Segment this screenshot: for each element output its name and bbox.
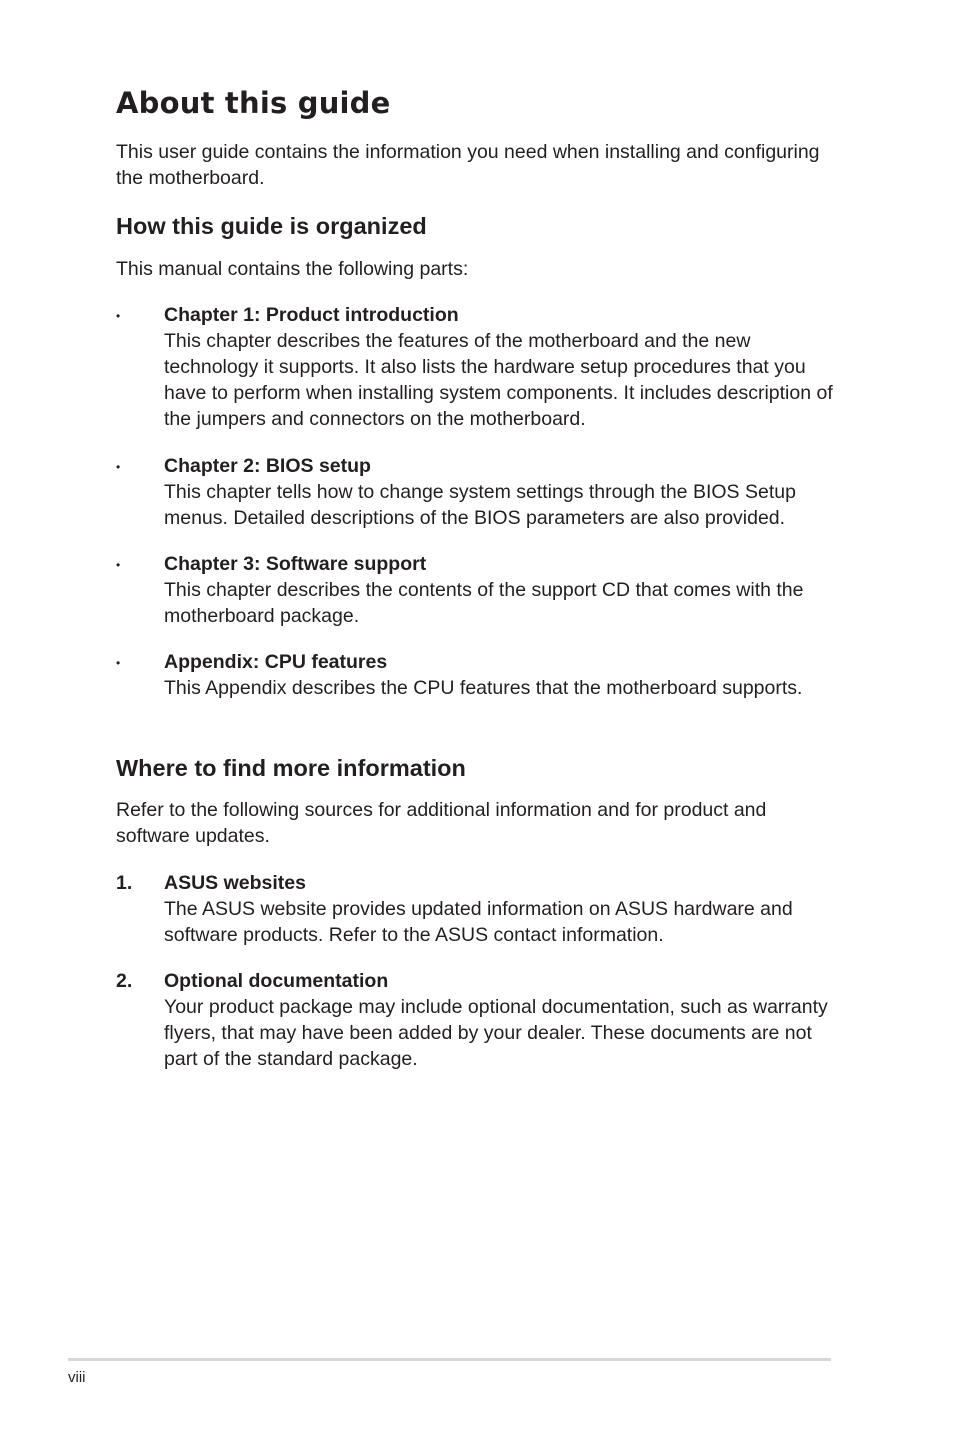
- item-description: This Appendix describes the CPU features that the motherboard supports.: [164, 677, 803, 699]
- item-number: 1.: [116, 872, 133, 894]
- bullet-marker: •: [116, 309, 121, 323]
- item-title: Chapter 2: BIOS setup: [164, 455, 371, 477]
- section-heading-more-info: Where to find more information: [116, 755, 466, 781]
- item-title: Optional documentation: [164, 970, 389, 992]
- item-description: This chapter describes the features of the motherboard and the new technology it supports. It also lists the hardware setup procedures that you have to perform when installing system components. It includes description of the jumpers and connectors on the motherboard.: [164, 330, 833, 430]
- more-info-lead: Refer to the following sources for additional information and for product and software updates.: [116, 799, 767, 847]
- item-description: Your product package may include optional documentation, such as warranty flyers, that may have been added by your dealer. These documents are not part of the standard package.: [164, 996, 828, 1070]
- bullet-marker: •: [116, 460, 121, 474]
- page-title: About this guide: [116, 86, 391, 120]
- item-number: 2.: [116, 970, 133, 992]
- intro-paragraph: This user guide contains the information you need when installing and configuring the motherboard.: [116, 141, 820, 189]
- organized-lead: This manual contains the following parts:: [116, 258, 469, 280]
- item-description: This chapter describes the contents of the support CD that comes with the motherboard package.: [164, 579, 804, 627]
- item-description: This chapter tells how to change system settings through the BIOS Setup menus. Detailed descriptions of the BIOS parameters are also provided.: [164, 481, 796, 529]
- item-title: Appendix: CPU features: [164, 651, 388, 673]
- item-title: Chapter 1: Product introduction: [164, 304, 459, 326]
- bullet-marker: •: [116, 558, 121, 572]
- bullet-marker: •: [116, 656, 121, 670]
- item-description: The ASUS website provides updated information on ASUS hardware and software products. Refer to the ASUS contact information.: [164, 898, 793, 946]
- item-title: Chapter 3: Software support: [164, 553, 427, 575]
- footer-divider: [68, 1358, 831, 1361]
- item-title: ASUS websites: [164, 872, 306, 894]
- section-heading-organized: How this guide is organized: [116, 213, 427, 239]
- page-number: viii: [68, 1369, 86, 1386]
